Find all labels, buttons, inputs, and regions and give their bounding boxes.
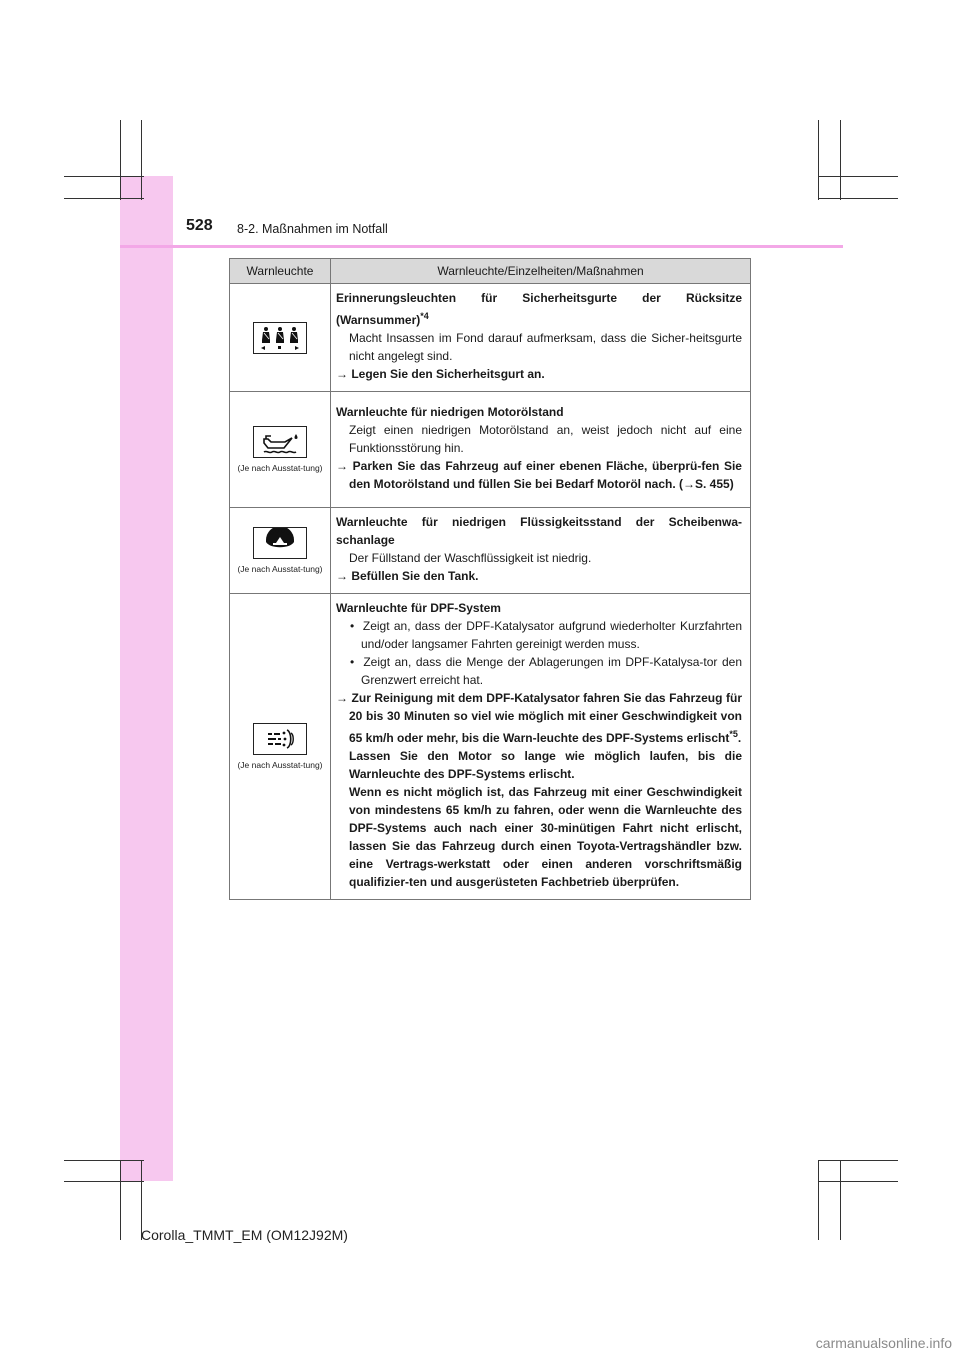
light-description: Zeigt einen niedrigen Motorölstand an, weist jedoch nicht auf eine Funktionsstörung hin.	[349, 423, 742, 455]
crop-mark	[64, 1181, 144, 1182]
info-cell	[331, 508, 751, 594]
light-title: Erinnerungsleuchten für Sicherheitsgurte der Rücksitze (Warnsummer)$^{*4}$	[336, 291, 742, 327]
light-action: → Legen Sie den Sicherheitsgurt an.	[336, 367, 545, 381]
arrow-icon: →	[336, 569, 348, 583]
icon-cell	[230, 284, 331, 392]
light-description: Der Füllstand der Waschflüssigkeit ist niedrig.	[349, 551, 592, 565]
crop-mark	[120, 1160, 121, 1240]
icon-cell	[230, 392, 331, 508]
light-title: Warnleuchte für niedrigen Flüssigkeitsstand der Scheibenwa-schanlage	[336, 515, 742, 547]
crop-mark	[64, 198, 144, 199]
light-action: → Befüllen Sie den Tank.	[336, 569, 479, 583]
column-header-icon: Warnleuchte	[230, 259, 331, 284]
equipment-note: (Je nach Ausstat-tung)	[237, 564, 323, 574]
light-action-continued: Lassen Sie den Motor so lange wie möglich laufen, bis die Warnleuchte des DPF-Systems erlischt.	[349, 749, 742, 781]
arrow-icon: →	[336, 367, 348, 381]
watermark: carmanualsonline.info	[815, 1335, 952, 1351]
info-cell	[331, 284, 751, 392]
document-code: Corolla_TMMT_EM (OM12J92M)	[141, 1227, 348, 1243]
thumb-index-band	[120, 176, 173, 1181]
washer-fluid-icon	[253, 527, 307, 559]
crop-mark	[141, 120, 142, 200]
crop-mark	[64, 176, 144, 177]
light-title: Warnleuchte für niedrigen Motorölstand	[336, 405, 564, 419]
light-description: Macht Insassen im Fond darauf aufmerksam, dass die Sicher-heitsgurte nicht angelegt sind.	[349, 331, 742, 363]
table-row	[230, 508, 751, 594]
icon-cell	[230, 594, 331, 900]
crop-mark	[818, 1160, 898, 1161]
info-cell	[331, 392, 751, 508]
crop-mark	[818, 120, 819, 200]
table-row	[230, 594, 751, 900]
light-title: Warnleuchte für DPF-System	[336, 601, 501, 615]
list-item: • Zeigt an, dass der DPF-Katalysator aufgrund wiederholter Kurzfahrten und/oder langsamer Fahrten gereinigt werden muss.	[350, 619, 742, 651]
light-action: → Parken Sie das Fahrzeug auf einer ebenen Fläche, überprü-fen Sie den Motorölstand und füllen Sie bei Bedarf Motoröl nach. (→S. 455)	[336, 459, 742, 491]
arrow-icon: →	[336, 691, 348, 705]
crop-mark	[818, 1160, 819, 1240]
rear-seatbelt-reminder-icon	[253, 322, 307, 354]
column-header-info: Warnleuchte/Einzelheiten/Maßnahmen	[331, 259, 751, 284]
table-row	[230, 284, 751, 392]
header-rule	[120, 245, 843, 248]
table-row	[230, 392, 751, 508]
table-header-row	[230, 259, 751, 284]
page-number: 528	[186, 217, 213, 234]
crop-mark	[818, 198, 898, 199]
crop-mark	[120, 120, 121, 200]
dpf-icon	[253, 723, 307, 755]
light-action: → Zur Reinigung mit dem DPF-Katalysator fahren Sie das Fahrzeug für 20 bis 30 Minuten so viel wie möglich mit einer Geschwindigkeit von 65 km/h oder mehr, bis die Warn-leuchte des DPF-Systems erlischt$^{*5}$.	[336, 691, 742, 745]
warning-light-table	[229, 258, 751, 900]
light-action-continued: Wenn es nicht möglich ist, das Fahrzeug mit einer Geschwindigkeit von mindestens 65 km/h zu fahren, oder wenn die Warnleuchte des DPF-Systems auch nach einer 30-minütigen Fahrt nicht erlischt, lassen Sie das Fahrzeug durch einen Toyota-Vertragshändler bzw. eine Vertrags-werkstatt oder einen anderen vorschriftsmäßig qualifizier-ten und ausgerüsteten Fachbetrieb überprüfen.	[349, 785, 742, 889]
info-cell	[331, 594, 751, 900]
icon-cell	[230, 508, 331, 594]
chapter-title: 8-2. Maßnahmen im Notfall	[237, 222, 388, 236]
equipment-note: (Je nach Ausstat-tung)	[237, 463, 323, 473]
crop-mark	[818, 176, 898, 177]
crop-mark	[840, 1160, 841, 1240]
equipment-note: (Je nach Ausstat-tung)	[237, 760, 323, 770]
crop-mark	[818, 1181, 898, 1182]
oil-level-icon	[253, 426, 307, 458]
crop-mark	[840, 120, 841, 200]
list-item: • Zeigt an, dass die Menge der Ablagerungen im DPF-Katalysa-tor den Grenzwert erreicht hat.	[350, 655, 742, 687]
crop-mark	[64, 1160, 144, 1161]
arrow-icon: →	[336, 459, 348, 473]
